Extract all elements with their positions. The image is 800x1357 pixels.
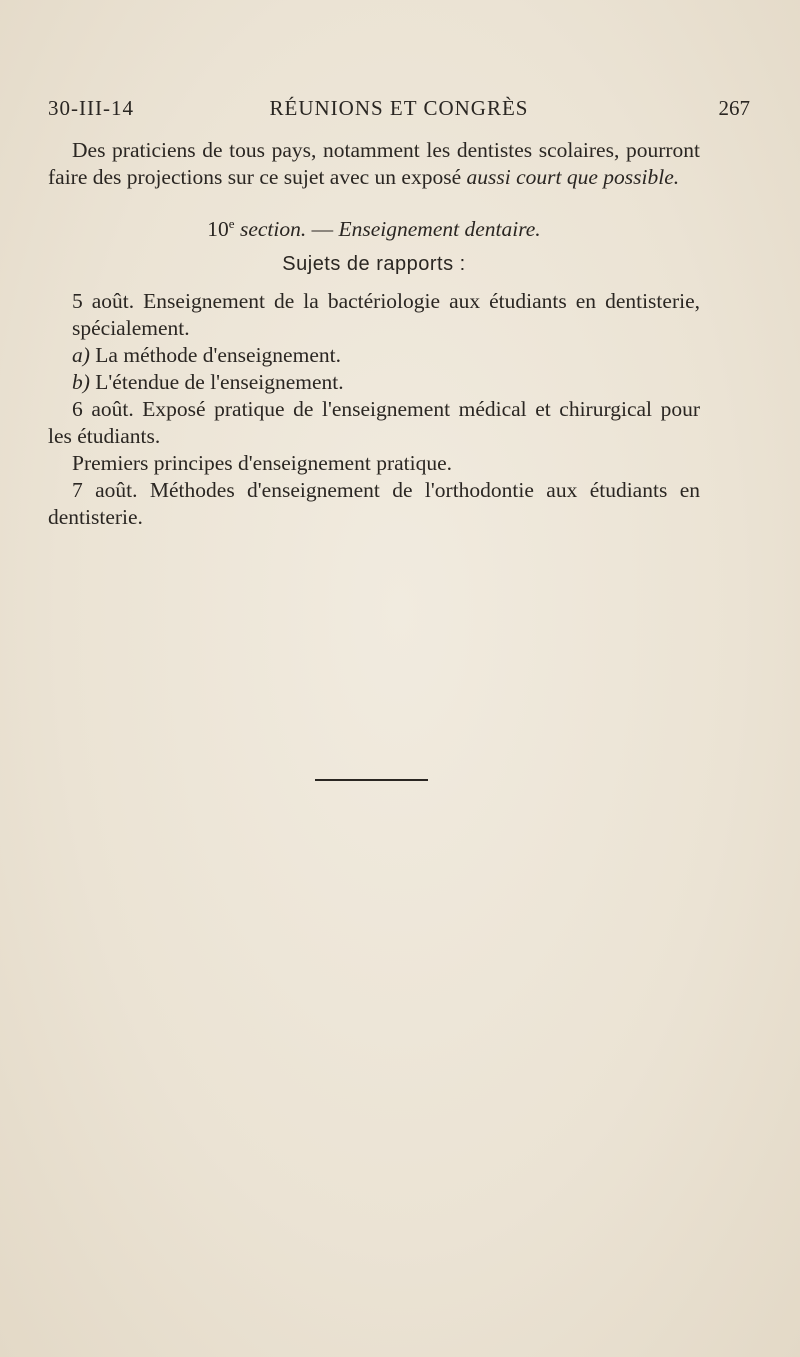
item-2: 6 août. Exposé pratique de l'enseignement médical et chirurgical pour les étudiants. [48,397,700,449]
item-1a-text: La méthode d'enseignement. [89,343,341,368]
section-superscript: e [228,216,235,231]
page-number: 267 [718,96,750,120]
intro-text: Des praticiens de tous pays, notamment les dentistes scolaires, pourront faire des projections sur ce sujet avec un exposé [48,138,700,189]
running-header [48,96,750,122]
item-1a [48,342,700,369]
section-heading [48,210,700,243]
intro-paragraph [48,137,700,191]
item-1 [48,288,700,342]
header-date: 30-III-14 [48,96,134,120]
item-1b [48,369,700,396]
header-title: RÉUNIONS ET CONGRÈS [269,96,529,120]
item-1-text: 5 août. Enseignement de la bactériologie aux étudiants en dentisterie, spécialement. [72,289,700,341]
item-1b-marker: b) [72,370,90,395]
item-3: Premiers principes d'enseignement pratique. [72,451,453,476]
section-dash: — [306,217,339,242]
page-body [48,137,700,531]
section-label: section. [239,217,307,242]
intro-italic: aussi court que possible. [466,165,680,189]
section-number: 10 [207,217,229,242]
end-rule [315,779,428,781]
subjects-heading: Sujets de rapports : [282,253,466,276]
item-1a-marker: a) [72,343,90,368]
item-4: 7 août. Méthodes d'enseignement de l'orthodontie aux étudiants en dentisterie. [48,478,700,530]
section-title: Enseignement dentaire. [338,217,541,242]
item-1b-text: L'étendue de l'enseignement. [89,370,344,395]
